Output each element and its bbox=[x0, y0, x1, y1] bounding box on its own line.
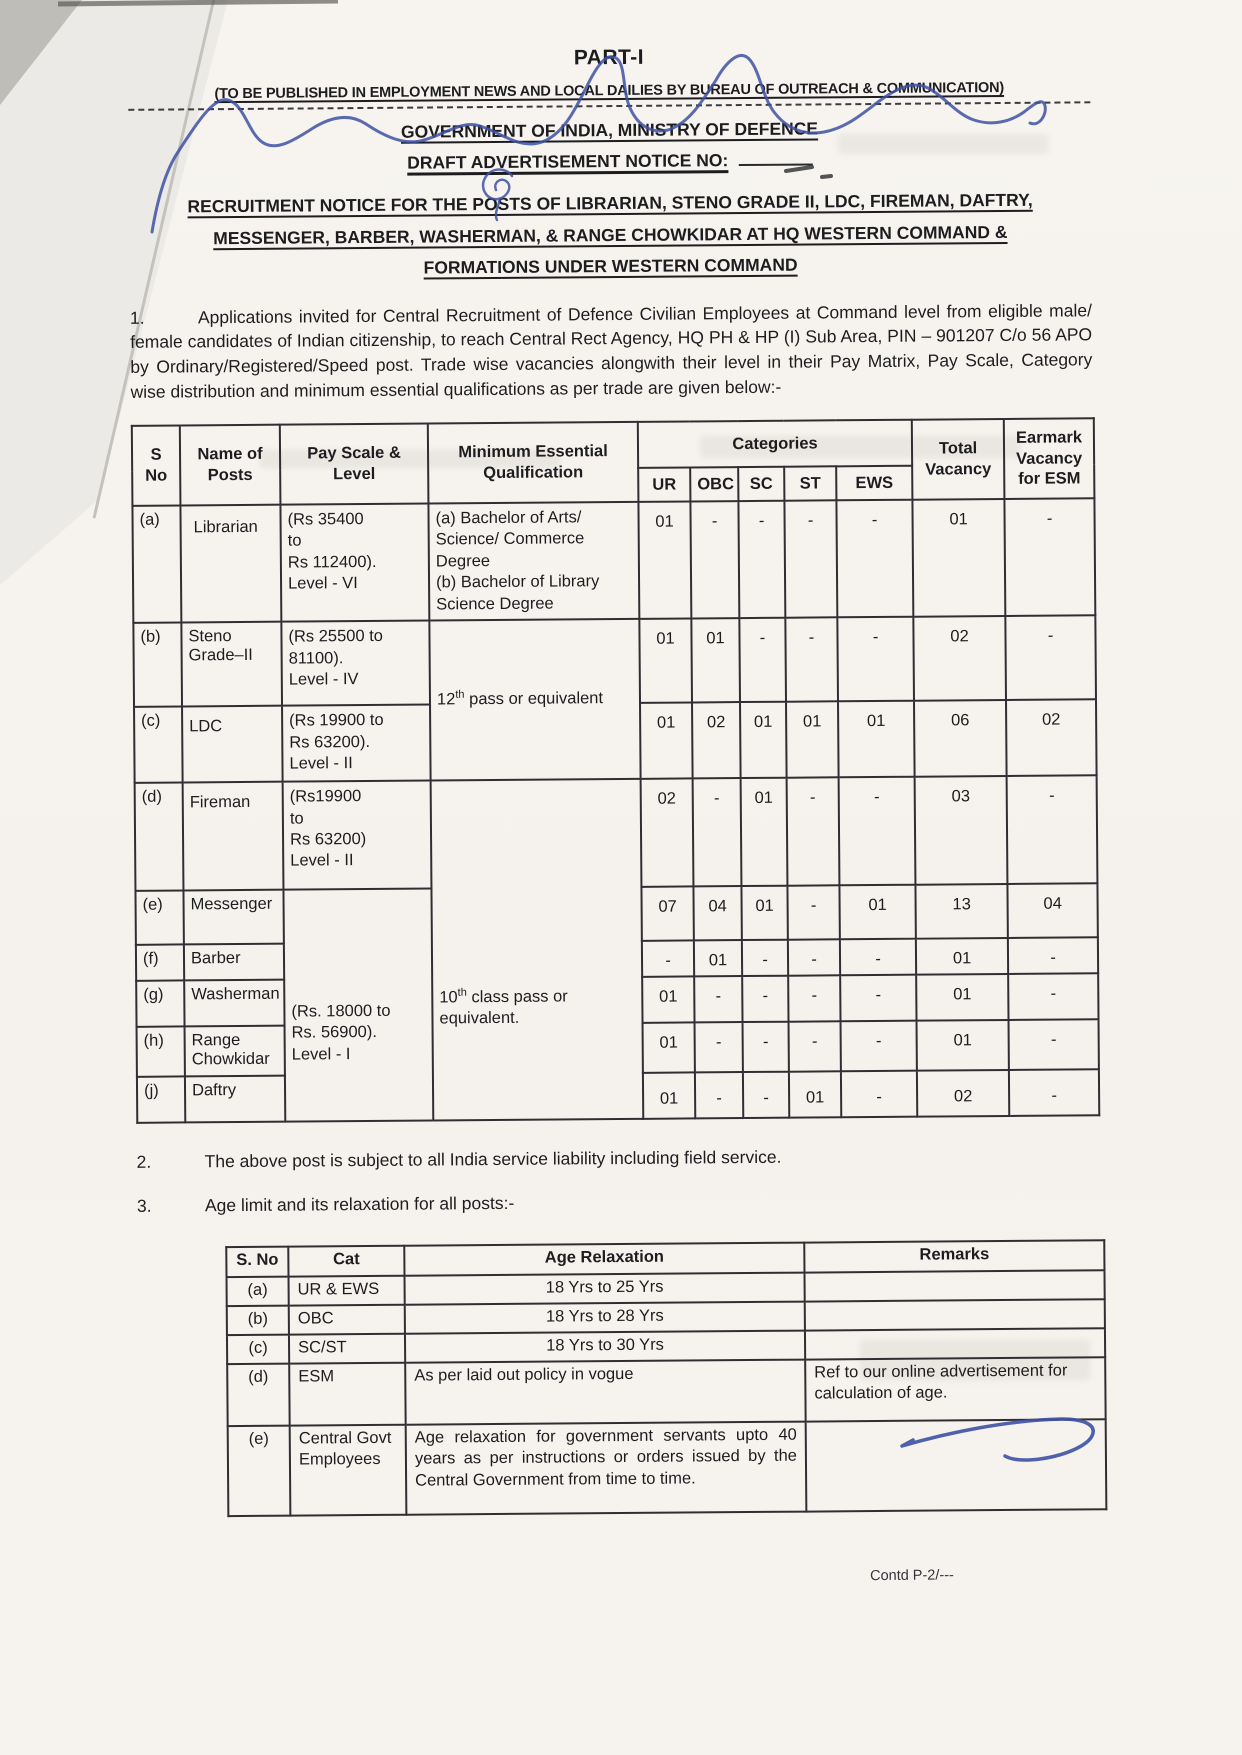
cell-ews: - bbox=[836, 500, 913, 618]
cell-st: - bbox=[789, 1021, 841, 1071]
cell-total: 01 bbox=[916, 938, 1008, 975]
cell-cat: ESM bbox=[289, 1362, 405, 1425]
cell-esm: - bbox=[1008, 937, 1098, 974]
table-header-row bbox=[132, 418, 1094, 472]
publish-line: (TO BE PUBLISHED IN EMPLOYMENT NEWS AND LOCAL DAILIES BY BUREAU OF OUTREACH & COMMUNICATION) bbox=[214, 79, 1005, 103]
cell-sc: - bbox=[742, 940, 788, 976]
cell-sc: 01 bbox=[741, 886, 787, 940]
cell-sno: (c) bbox=[134, 707, 183, 783]
cell-sc: 01 bbox=[740, 702, 787, 778]
cell-ur: 07 bbox=[641, 887, 693, 941]
continuation-note: Contd P-2/--- bbox=[869, 1567, 954, 1584]
cell-pay: (Rs19900 to Rs 63200) Level - II bbox=[283, 781, 432, 890]
cell-total: 13 bbox=[916, 884, 1008, 939]
cell-relax: Age relaxation for government servants upto 40 years as per instructions or orders issued by the Central Government from time to time. bbox=[406, 1421, 807, 1514]
cell-sno: (e) bbox=[135, 891, 183, 945]
header-pay: Pay Scale & Level bbox=[280, 423, 429, 504]
header-obc: OBC bbox=[690, 467, 738, 501]
table-row bbox=[228, 1419, 1107, 1516]
cell-relax: 18 Yrs to 28 Yrs bbox=[405, 1301, 805, 1333]
cell-ur: 01 bbox=[639, 619, 692, 703]
cell-total: 02 bbox=[917, 1070, 1009, 1117]
recruitment-title bbox=[129, 184, 1092, 286]
cell-total: 03 bbox=[915, 776, 1008, 885]
header-ur: UR bbox=[638, 467, 690, 501]
paragraph-number: 1. bbox=[129, 307, 145, 328]
cell-remarks bbox=[805, 1328, 1105, 1359]
cell-esm: 04 bbox=[1008, 883, 1098, 938]
cell-st: - bbox=[784, 500, 837, 618]
part-heading: PART-I bbox=[573, 45, 645, 70]
cell-cat: UR & EWS bbox=[289, 1275, 405, 1305]
cell-remarks bbox=[805, 1299, 1105, 1330]
qualification-text: 10 bbox=[439, 987, 458, 1007]
cell-pay: (Rs 35400 to Rs 112400). Level - VI bbox=[280, 503, 429, 621]
cell-obc: 04 bbox=[693, 886, 741, 940]
header-cat: Cat bbox=[288, 1245, 404, 1276]
cell-ews: 01 bbox=[839, 885, 915, 940]
cell-pay-merged: (Rs. 18000 to Rs. 56900). Level - I bbox=[283, 889, 433, 1122]
cell-relax: As per laid out policy in vogue bbox=[405, 1359, 805, 1424]
cell-ur: 01 bbox=[643, 1022, 695, 1072]
cell-qual: (a) Bachelor of Arts/ Science/ Commerce Degree (b) Bachelor of Library Science Degree bbox=[428, 502, 639, 621]
header-esm: Earmark Vacancy for ESM bbox=[1004, 418, 1095, 499]
cell-sno: (b) bbox=[227, 1305, 289, 1334]
qualification-text: pass or equivalent bbox=[464, 689, 604, 709]
cell-sno: (d) bbox=[135, 783, 184, 891]
cell-esm: - bbox=[1007, 775, 1098, 884]
cell-st: 01 bbox=[786, 701, 839, 777]
cell-ur: 01 bbox=[643, 1072, 695, 1118]
cell-total: 02 bbox=[913, 616, 1006, 701]
cell-obc: 01 bbox=[691, 618, 740, 702]
cell-sno: (e) bbox=[228, 1425, 291, 1515]
cell-ur: 02 bbox=[641, 779, 694, 887]
dashed-divider bbox=[128, 101, 1090, 111]
paragraph-1 bbox=[130, 298, 1093, 405]
cell-total: 01 bbox=[917, 1020, 1009, 1071]
paragraph-text: Age limit and its relaxation for all posts:- bbox=[204, 1192, 515, 1216]
recruitment-title-line3: FORMATIONS UNDER WESTERN COMMAND bbox=[423, 254, 798, 278]
vacancy-table bbox=[131, 417, 1101, 1124]
cell-post: Washerman bbox=[184, 980, 284, 1027]
ordinal-superscript: th bbox=[455, 689, 465, 702]
cell-total: 01 bbox=[916, 974, 1008, 1021]
cell-cat: Central Govt Employees bbox=[290, 1424, 407, 1515]
cell-st: - bbox=[788, 939, 840, 975]
government-heading: GOVERNMENT OF INDIA, MINISTRY OF DEFENCE bbox=[400, 118, 819, 142]
cell-esm: - bbox=[1009, 1069, 1099, 1116]
header-categories: Categories bbox=[638, 420, 912, 468]
table-row bbox=[135, 775, 1098, 891]
cell-sno: (h) bbox=[137, 1027, 185, 1077]
cell-sno: (c) bbox=[227, 1334, 289, 1363]
cell-post: Steno Grade–II bbox=[181, 622, 282, 707]
cell-esm: - bbox=[1004, 498, 1095, 616]
cell-obc: - bbox=[693, 778, 742, 886]
cell-post: Daftry bbox=[185, 1076, 285, 1123]
recruitment-title-line1: RECRUITMENT NOTICE FOR THE POSTS OF LIBRARIAN, STENO GRADE II, LDC, FIREMAN, DAFTRY, bbox=[187, 189, 1033, 217]
cell-total: 01 bbox=[912, 499, 1005, 617]
cell-esm: 02 bbox=[1006, 699, 1097, 776]
cell-obc: - bbox=[695, 1022, 743, 1072]
cell-qual-merged bbox=[429, 619, 640, 781]
cell-obc: 02 bbox=[692, 702, 741, 778]
cell-post: LDC bbox=[182, 706, 283, 783]
header-posts: Name of Posts bbox=[180, 425, 281, 506]
cell-ews: - bbox=[841, 1071, 917, 1118]
cell-ews: - bbox=[837, 617, 914, 702]
cell-st: - bbox=[787, 885, 839, 939]
cell-ews: - bbox=[840, 975, 916, 1022]
qualification-text: class pass or equivalent. bbox=[439, 987, 568, 1028]
cell-obc: 01 bbox=[694, 940, 742, 976]
cell-st: - bbox=[788, 975, 840, 1021]
cell-post: Barber bbox=[184, 944, 284, 981]
cell-ur: 01 bbox=[642, 977, 694, 1023]
cell-obc: - bbox=[690, 501, 739, 619]
cell-obc: - bbox=[695, 1072, 743, 1118]
header-remarks: Remarks bbox=[804, 1240, 1104, 1272]
cell-sc: - bbox=[742, 976, 788, 1022]
cell-sc: - bbox=[743, 1072, 789, 1118]
paragraph-text: Applications invited for Central Recruitment of Defence Civilian Employees at Command level from eligible male/ female candidates of Indian citizenship, to reach Central Rect Agency, HQ PH & HP (I) Sub Area, PIN – 901207 C/o 56 APO by Ordinary/Registered/Speed post. Trade wise vacancies alongwith their level in their Pay Matrix, Pay Scale, Category wise distribution and minimum essential qualifications as per trade are given below:- bbox=[130, 299, 1093, 402]
draft-notice-line bbox=[129, 147, 1091, 176]
cell-post: Messenger bbox=[183, 890, 283, 945]
cell-post: Fireman bbox=[183, 782, 284, 891]
cell-sno: (g) bbox=[136, 981, 184, 1027]
header-sc: SC bbox=[738, 467, 784, 501]
cell-sc: 01 bbox=[741, 778, 788, 886]
cell-esm: - bbox=[1008, 973, 1098, 1020]
ordinal-superscript: th bbox=[457, 986, 467, 999]
cell-post: Librarian bbox=[180, 505, 281, 623]
cell-sc: - bbox=[739, 618, 786, 702]
blank-underline bbox=[738, 149, 812, 166]
cell-ur: 01 bbox=[638, 501, 691, 619]
cell-sc: - bbox=[738, 501, 785, 619]
cell-sno: (a) bbox=[227, 1276, 289, 1305]
draft-notice-text: DRAFT ADVERTISEMENT NOTICE NO: bbox=[407, 150, 729, 173]
cell-obc: - bbox=[694, 976, 742, 1022]
cell-ur: 01 bbox=[640, 703, 693, 779]
cell-st: 01 bbox=[789, 1071, 841, 1117]
cell-post: Range Chowkidar bbox=[185, 1026, 285, 1077]
cell-remarks: Ref to our online advertisement for calculation of age. bbox=[805, 1357, 1105, 1421]
cell-sno: (j) bbox=[137, 1077, 185, 1123]
cell-cat: SC/ST bbox=[289, 1333, 405, 1363]
cell-ews: - bbox=[841, 1021, 917, 1072]
cell-remarks bbox=[806, 1419, 1107, 1511]
cell-st: - bbox=[785, 617, 838, 701]
cell-cat: OBC bbox=[289, 1304, 405, 1334]
cell-sno: (b) bbox=[133, 623, 182, 707]
header-st: ST bbox=[784, 466, 836, 500]
cell-relax: 18 Yrs to 30 Yrs bbox=[405, 1330, 805, 1362]
cell-st: - bbox=[787, 777, 840, 885]
cell-esm: - bbox=[1005, 615, 1096, 700]
paragraph-number: 2. bbox=[136, 1151, 152, 1172]
header-age-relaxation: Age Relaxation bbox=[404, 1242, 804, 1275]
cell-ews: - bbox=[839, 777, 916, 886]
cell-total: 06 bbox=[914, 700, 1007, 777]
header-qual: Minimum Essential Qualification bbox=[428, 422, 639, 504]
table-row bbox=[132, 498, 1095, 623]
header-ews: EWS bbox=[836, 466, 912, 501]
recruitment-title-line2: MESSENGER, BARBER, WASHERMAN, & RANGE CHOWKIDAR AT HQ WESTERN COMMAND & bbox=[213, 221, 1008, 248]
paragraph-3 bbox=[137, 1186, 1099, 1218]
table-row bbox=[133, 615, 1096, 707]
paragraph-2 bbox=[137, 1142, 1099, 1174]
paragraph-text: The above post is subject to all India service liability including field service. bbox=[204, 1146, 782, 1172]
cell-sno: (a) bbox=[132, 505, 181, 623]
header-sno: S. No bbox=[226, 1246, 288, 1276]
cell-pay: (Rs 19900 to Rs 63200). Level - II bbox=[282, 705, 431, 782]
cell-ews: 01 bbox=[838, 701, 915, 778]
cell-sno: (d) bbox=[227, 1363, 289, 1425]
cell-ur: - bbox=[642, 941, 694, 977]
cell-qual-merged bbox=[431, 779, 644, 1121]
header-total: Total Vacancy bbox=[912, 419, 1005, 500]
qualification-text: 12 bbox=[436, 690, 456, 709]
cell-remarks bbox=[804, 1270, 1104, 1301]
cell-ews: - bbox=[840, 939, 916, 976]
cell-esm: - bbox=[1009, 1019, 1099, 1070]
cell-sno: (f) bbox=[136, 945, 184, 981]
table-row bbox=[227, 1357, 1105, 1426]
age-relaxation-table bbox=[225, 1239, 1107, 1517]
cell-sc: - bbox=[743, 1022, 789, 1072]
paragraph-number: 3. bbox=[136, 1195, 152, 1216]
cell-pay: (Rs 25500 to 81100). Level - IV bbox=[281, 621, 430, 706]
cell-relax: 18 Yrs to 25 Yrs bbox=[404, 1272, 804, 1304]
header-sno: S No bbox=[132, 425, 181, 505]
